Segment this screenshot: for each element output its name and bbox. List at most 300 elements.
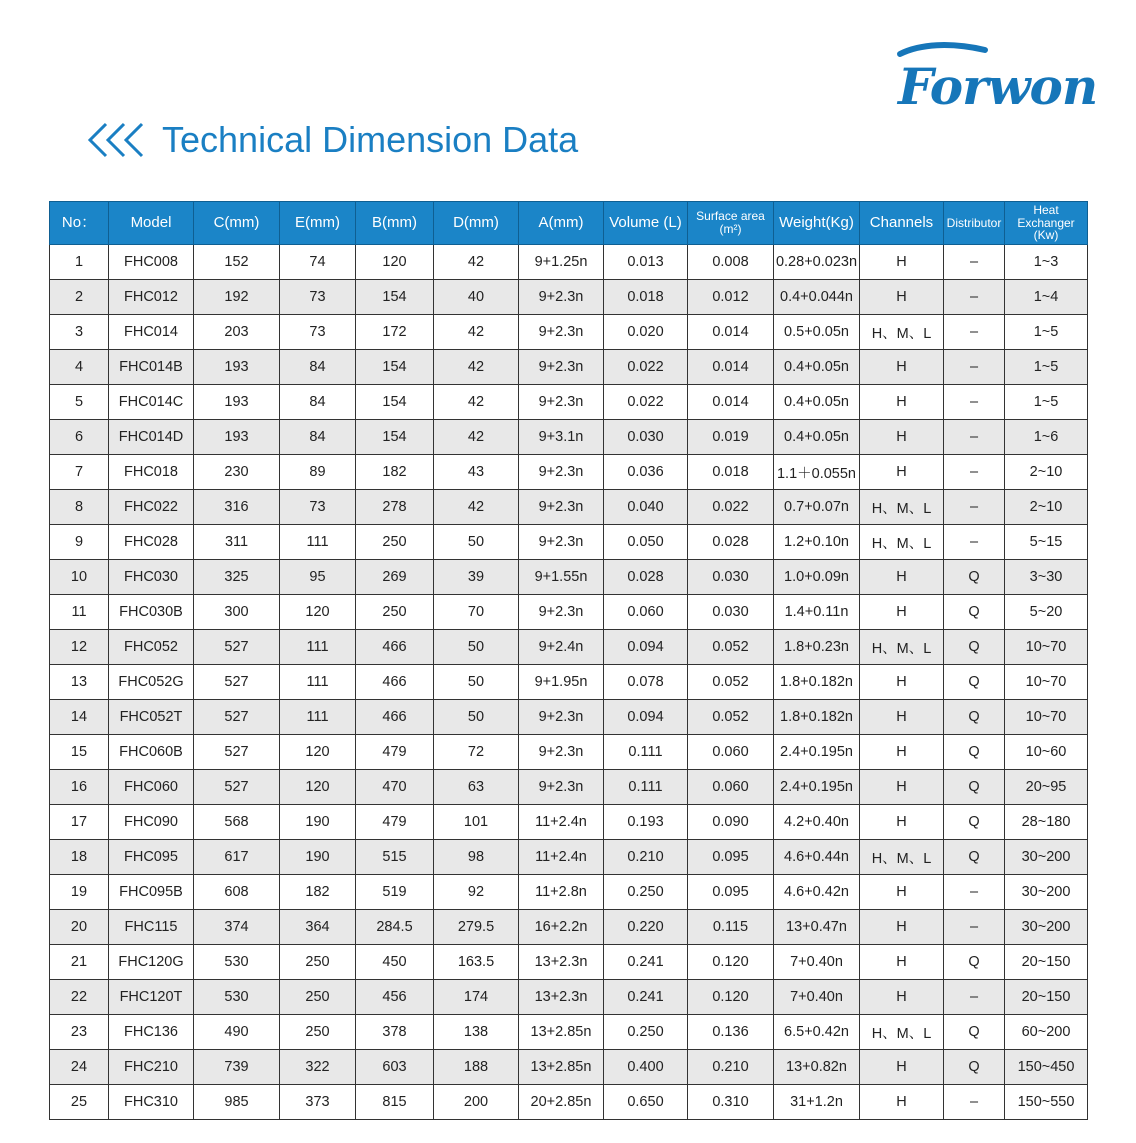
- table-cell: 0.111: [604, 770, 688, 805]
- table-cell: 0.650: [604, 1085, 688, 1120]
- table-cell: 190: [280, 805, 356, 840]
- table-cell: 193: [194, 350, 280, 385]
- table-row: [50, 840, 1088, 875]
- table-cell: 4.2+0.40n: [774, 805, 860, 840]
- table-cell: 0.4+0.05n: [774, 420, 860, 455]
- table-cell: 120: [280, 770, 356, 805]
- table-row: [50, 910, 1088, 945]
- table-cell: 42: [434, 490, 519, 525]
- table-cell: 0.036: [604, 455, 688, 490]
- table-cell: 150~550: [1005, 1085, 1088, 1120]
- table-cell: –: [944, 490, 1005, 525]
- table-cell: 13+2.3n: [519, 980, 604, 1015]
- table-row: [50, 280, 1088, 315]
- table-cell: 0.095: [688, 840, 774, 875]
- table-cell: 9+1.95n: [519, 665, 604, 700]
- table-cell: 515: [356, 840, 434, 875]
- table-cell: 1.8+0.182n: [774, 665, 860, 700]
- table-cell: 9+2.3n: [519, 525, 604, 560]
- table-row: [50, 350, 1088, 385]
- column-header: Channels: [860, 202, 944, 245]
- table-cell: 0.030: [688, 595, 774, 630]
- table-cell: 9+2.3n: [519, 280, 604, 315]
- table-cell: 3: [50, 315, 109, 350]
- table-cell: Q: [944, 700, 1005, 735]
- table-cell: 815: [356, 1085, 434, 1120]
- table-cell: 0.050: [604, 525, 688, 560]
- table-cell: FHC120G: [109, 945, 194, 980]
- table-cell: 530: [194, 945, 280, 980]
- table-cell: 42: [434, 385, 519, 420]
- table-row: [50, 1015, 1088, 1050]
- table-cell: 2.4+0.195n: [774, 770, 860, 805]
- table-body: [50, 245, 1088, 1120]
- table-cell: FHC008: [109, 245, 194, 280]
- table-row: [50, 315, 1088, 350]
- table-cell: 0.060: [688, 770, 774, 805]
- table-cell: 8: [50, 490, 109, 525]
- table-cell: 192: [194, 280, 280, 315]
- table-cell: 73: [280, 315, 356, 350]
- table-cell: 9+2.3n: [519, 700, 604, 735]
- table-cell: FHC014B: [109, 350, 194, 385]
- table-cell: –: [944, 910, 1005, 945]
- table-cell: H、M、L: [860, 630, 944, 665]
- table-cell: 0.094: [604, 630, 688, 665]
- column-header: Weight(Kg): [774, 202, 860, 245]
- table-cell: 0.013: [604, 245, 688, 280]
- table-cell: 0.020: [604, 315, 688, 350]
- table-cell: 0.5+0.05n: [774, 315, 860, 350]
- table-cell: 527: [194, 665, 280, 700]
- table-cell: 13+0.82n: [774, 1050, 860, 1085]
- table-cell: 4.6+0.44n: [774, 840, 860, 875]
- table-cell: –: [944, 980, 1005, 1015]
- table-cell: 101: [434, 805, 519, 840]
- table-cell: 9+1.25n: [519, 245, 604, 280]
- table-cell: 1~3: [1005, 245, 1088, 280]
- table-cell: H: [860, 1050, 944, 1085]
- table-cell: 111: [280, 700, 356, 735]
- table-cell: 25: [50, 1085, 109, 1120]
- table-cell: 456: [356, 980, 434, 1015]
- table-cell: H: [860, 245, 944, 280]
- table-cell: Q: [944, 805, 1005, 840]
- table-cell: –: [944, 525, 1005, 560]
- table-cell: 0.193: [604, 805, 688, 840]
- table-cell: 527: [194, 630, 280, 665]
- table-cell: 608: [194, 875, 280, 910]
- table-cell: –: [944, 350, 1005, 385]
- table-cell: 1: [50, 245, 109, 280]
- table-cell: 20~150: [1005, 945, 1088, 980]
- table-cell: 163.5: [434, 945, 519, 980]
- table-cell: 193: [194, 420, 280, 455]
- table-cell: 22: [50, 980, 109, 1015]
- table-cell: 1.0+0.09n: [774, 560, 860, 595]
- table-cell: FHC115: [109, 910, 194, 945]
- table-cell: 63: [434, 770, 519, 805]
- table-cell: FHC028: [109, 525, 194, 560]
- table-cell: 279.5: [434, 910, 519, 945]
- table-cell: 466: [356, 630, 434, 665]
- table-cell: 14: [50, 700, 109, 735]
- table-cell: 20+2.85n: [519, 1085, 604, 1120]
- table-cell: H: [860, 595, 944, 630]
- column-header: Distributor: [944, 202, 1005, 245]
- table-cell: 13+2.3n: [519, 945, 604, 980]
- table-cell: 11: [50, 595, 109, 630]
- table-cell: 316: [194, 490, 280, 525]
- table-cell: FHC030: [109, 560, 194, 595]
- table-cell: 0.120: [688, 945, 774, 980]
- table-cell: FHC120T: [109, 980, 194, 1015]
- table-cell: –: [944, 245, 1005, 280]
- table-cell: Q: [944, 735, 1005, 770]
- table-cell: Q: [944, 560, 1005, 595]
- table-cell: 74: [280, 245, 356, 280]
- table-row: [50, 385, 1088, 420]
- table-cell: 0.115: [688, 910, 774, 945]
- table-cell: 172: [356, 315, 434, 350]
- table-cell: FHC018: [109, 455, 194, 490]
- table-cell: 230: [194, 455, 280, 490]
- table-cell: 250: [280, 1015, 356, 1050]
- table-cell: Q: [944, 1050, 1005, 1085]
- table-cell: H: [860, 665, 944, 700]
- table-row: [50, 560, 1088, 595]
- table-cell: 9+2.3n: [519, 770, 604, 805]
- table-cell: 24: [50, 1050, 109, 1085]
- column-header: No：: [50, 202, 109, 245]
- table-cell: 9+2.3n: [519, 315, 604, 350]
- table-cell: 12: [50, 630, 109, 665]
- table-cell: 9+2.3n: [519, 350, 604, 385]
- table-cell: 0.040: [604, 490, 688, 525]
- table-cell: 154: [356, 385, 434, 420]
- table-cell: 7+0.40n: [774, 945, 860, 980]
- table-cell: H: [860, 980, 944, 1015]
- table-cell: –: [944, 280, 1005, 315]
- table-cell: 0.018: [688, 455, 774, 490]
- table-cell: Q: [944, 630, 1005, 665]
- table-cell: 10: [50, 560, 109, 595]
- table-cell: 20: [50, 910, 109, 945]
- table-cell: H: [860, 420, 944, 455]
- table-cell: 0.014: [688, 315, 774, 350]
- table-cell: FHC030B: [109, 595, 194, 630]
- column-header: Volume (L): [604, 202, 688, 245]
- table-cell: –: [944, 315, 1005, 350]
- table-cell: 111: [280, 525, 356, 560]
- triple-chevron-left-icon: [86, 120, 148, 160]
- table-cell: 42: [434, 350, 519, 385]
- table-cell: 0.400: [604, 1050, 688, 1085]
- table-cell: 1.8+0.23n: [774, 630, 860, 665]
- table-cell: H: [860, 875, 944, 910]
- table-cell: 2~10: [1005, 455, 1088, 490]
- table-row: [50, 700, 1088, 735]
- table-cell: 39: [434, 560, 519, 595]
- table-row: [50, 595, 1088, 630]
- table-cell: H: [860, 455, 944, 490]
- table-cell: FHC060B: [109, 735, 194, 770]
- table-cell: –: [944, 455, 1005, 490]
- table-cell: 466: [356, 665, 434, 700]
- table-cell: 42: [434, 420, 519, 455]
- table-cell: 17: [50, 805, 109, 840]
- table-cell: H: [860, 560, 944, 595]
- table-cell: 0.4+0.044n: [774, 280, 860, 315]
- table-cell: 0.030: [604, 420, 688, 455]
- table-cell: 9+3.1n: [519, 420, 604, 455]
- table-cell: 7: [50, 455, 109, 490]
- table-header-row: [50, 202, 1088, 245]
- table-cell: 19: [50, 875, 109, 910]
- table-cell: 739: [194, 1050, 280, 1085]
- table-cell: 174: [434, 980, 519, 1015]
- table-cell: 466: [356, 700, 434, 735]
- table-row: [50, 245, 1088, 280]
- table-cell: 43: [434, 455, 519, 490]
- table-cell: 21: [50, 945, 109, 980]
- table-cell: 11+2.8n: [519, 875, 604, 910]
- table-cell: 617: [194, 840, 280, 875]
- table-cell: 73: [280, 280, 356, 315]
- table-cell: 13+0.47n: [774, 910, 860, 945]
- table-cell: 0.028: [688, 525, 774, 560]
- table-cell: FHC052T: [109, 700, 194, 735]
- table-cell: 9+2.3n: [519, 735, 604, 770]
- table-row: [50, 1050, 1088, 1085]
- column-header: Heat Exchanger (Kw): [1005, 202, 1088, 245]
- table-cell: FHC052G: [109, 665, 194, 700]
- table-cell: 311: [194, 525, 280, 560]
- table-cell: 1~6: [1005, 420, 1088, 455]
- table-cell: 2~10: [1005, 490, 1088, 525]
- table-cell: 250: [280, 980, 356, 1015]
- table-cell: 84: [280, 420, 356, 455]
- table-cell: 4: [50, 350, 109, 385]
- table-row: [50, 875, 1088, 910]
- section-heading: [86, 114, 578, 166]
- table-cell: 154: [356, 280, 434, 315]
- table-cell: 250: [356, 595, 434, 630]
- table-cell: FHC052: [109, 630, 194, 665]
- table-row: [50, 1085, 1088, 1120]
- table-cell: FHC022: [109, 490, 194, 525]
- table-cell: 0.014: [688, 350, 774, 385]
- table-cell: 0.111: [604, 735, 688, 770]
- table-cell: 0.4+0.05n: [774, 350, 860, 385]
- table-cell: 300: [194, 595, 280, 630]
- table-cell: 13: [50, 665, 109, 700]
- table-row: [50, 455, 1088, 490]
- table-cell: Q: [944, 770, 1005, 805]
- table-cell: 188: [434, 1050, 519, 1085]
- table-cell: –: [944, 420, 1005, 455]
- table-cell: 373: [280, 1085, 356, 1120]
- table-cell: H、M、L: [860, 1015, 944, 1050]
- table-cell: 150~450: [1005, 1050, 1088, 1085]
- table-cell: 5: [50, 385, 109, 420]
- table-cell: 111: [280, 630, 356, 665]
- table-cell: 284.5: [356, 910, 434, 945]
- table-cell: 479: [356, 735, 434, 770]
- table-cell: 0.052: [688, 630, 774, 665]
- table-cell: H: [860, 350, 944, 385]
- table-cell: 0.250: [604, 875, 688, 910]
- table-cell: 0.120: [688, 980, 774, 1015]
- table-cell: 0.210: [688, 1050, 774, 1085]
- table-cell: 23: [50, 1015, 109, 1050]
- table-cell: 182: [356, 455, 434, 490]
- table-cell: 1~5: [1005, 385, 1088, 420]
- table-cell: FHC095B: [109, 875, 194, 910]
- table-cell: 6.5+0.42n: [774, 1015, 860, 1050]
- table-cell: 111: [280, 665, 356, 700]
- table-cell: 1~4: [1005, 280, 1088, 315]
- table-cell: 470: [356, 770, 434, 805]
- table-cell: 2.4+0.195n: [774, 735, 860, 770]
- table-cell: 182: [280, 875, 356, 910]
- table-cell: FHC310: [109, 1085, 194, 1120]
- column-header: A(mm): [519, 202, 604, 245]
- table-cell: 250: [280, 945, 356, 980]
- table-cell: 0.022: [604, 385, 688, 420]
- table-cell: 0.052: [688, 700, 774, 735]
- table-cell: 40: [434, 280, 519, 315]
- table-row: [50, 980, 1088, 1015]
- table-cell: 60~200: [1005, 1015, 1088, 1050]
- table-cell: H、M、L: [860, 490, 944, 525]
- table-cell: 28~180: [1005, 805, 1088, 840]
- table-row: [50, 735, 1088, 770]
- page-title: Technical Dimension Data: [162, 119, 579, 160]
- table-row: [50, 945, 1088, 980]
- table-cell: Q: [944, 1015, 1005, 1050]
- table-cell: H: [860, 945, 944, 980]
- table-cell: 0.060: [688, 735, 774, 770]
- table-row: [50, 805, 1088, 840]
- table-cell: 72: [434, 735, 519, 770]
- table-cell: H、M、L: [860, 315, 944, 350]
- table-cell: 527: [194, 700, 280, 735]
- table-cell: 603: [356, 1050, 434, 1085]
- table-row: [50, 665, 1088, 700]
- table-cell: 152: [194, 245, 280, 280]
- table-cell: 0.090: [688, 805, 774, 840]
- table-cell: 154: [356, 420, 434, 455]
- table-cell: 527: [194, 770, 280, 805]
- column-header: Model: [109, 202, 194, 245]
- table-cell: FHC014: [109, 315, 194, 350]
- table-cell: 20~150: [1005, 980, 1088, 1015]
- table-cell: 519: [356, 875, 434, 910]
- table-cell: –: [944, 1085, 1005, 1120]
- table-cell: 9+2.3n: [519, 385, 604, 420]
- table-cell: 490: [194, 1015, 280, 1050]
- table-cell: 374: [194, 910, 280, 945]
- table-cell: 530: [194, 980, 280, 1015]
- table-cell: 450: [356, 945, 434, 980]
- table-cell: H: [860, 280, 944, 315]
- table-cell: H、M、L: [860, 525, 944, 560]
- table-cell: 6: [50, 420, 109, 455]
- table-cell: 30~200: [1005, 840, 1088, 875]
- table-cell: 250: [356, 525, 434, 560]
- table-cell: 15: [50, 735, 109, 770]
- table-cell: 70: [434, 595, 519, 630]
- table-cell: 0.008: [688, 245, 774, 280]
- table-cell: 20~95: [1005, 770, 1088, 805]
- table-cell: 364: [280, 910, 356, 945]
- table-cell: 269: [356, 560, 434, 595]
- table-cell: –: [944, 875, 1005, 910]
- table-cell: 0.052: [688, 665, 774, 700]
- table-cell: 50: [434, 525, 519, 560]
- brand-logo: [890, 40, 1098, 116]
- table-cell: H: [860, 735, 944, 770]
- table-cell: 95: [280, 560, 356, 595]
- table-row: [50, 490, 1088, 525]
- table-cell: 0.250: [604, 1015, 688, 1050]
- table-cell: FHC090: [109, 805, 194, 840]
- table-cell: 42: [434, 245, 519, 280]
- table-cell: FHC210: [109, 1050, 194, 1085]
- table-cell: 200: [434, 1085, 519, 1120]
- table-cell: 138: [434, 1015, 519, 1050]
- table-row: [50, 630, 1088, 665]
- table-cell: H: [860, 805, 944, 840]
- table-cell: 0.28+0.023n: [774, 245, 860, 280]
- table-cell: 193: [194, 385, 280, 420]
- table-cell: 5~20: [1005, 595, 1088, 630]
- table-cell: 0.022: [604, 350, 688, 385]
- table-cell: 7+0.40n: [774, 980, 860, 1015]
- table-cell: 84: [280, 350, 356, 385]
- table-cell: 13+2.85n: [519, 1050, 604, 1085]
- table-cell: 0.012: [688, 280, 774, 315]
- table-cell: 1.2+0.10n: [774, 525, 860, 560]
- table-cell: 98: [434, 840, 519, 875]
- table-cell: 50: [434, 665, 519, 700]
- table-cell: 0.019: [688, 420, 774, 455]
- table-cell: 0.018: [604, 280, 688, 315]
- table-cell: 0.028: [604, 560, 688, 595]
- column-header: D(mm): [434, 202, 519, 245]
- table-cell: 10~70: [1005, 630, 1088, 665]
- table-row: [50, 770, 1088, 805]
- column-header: B(mm): [356, 202, 434, 245]
- table-cell: 1~5: [1005, 315, 1088, 350]
- table-cell: 1.4+0.11n: [774, 595, 860, 630]
- table-cell: 18: [50, 840, 109, 875]
- table-cell: 92: [434, 875, 519, 910]
- table-cell: Q: [944, 945, 1005, 980]
- table-cell: 568: [194, 805, 280, 840]
- table-row: [50, 525, 1088, 560]
- table-cell: 9+2.3n: [519, 455, 604, 490]
- column-header: E(mm): [280, 202, 356, 245]
- table-cell: 322: [280, 1050, 356, 1085]
- table-cell: 527: [194, 735, 280, 770]
- table-cell: 3~30: [1005, 560, 1088, 595]
- table-cell: 278: [356, 490, 434, 525]
- table-cell: 50: [434, 630, 519, 665]
- table-cell: 985: [194, 1085, 280, 1120]
- table-cell: 0.095: [688, 875, 774, 910]
